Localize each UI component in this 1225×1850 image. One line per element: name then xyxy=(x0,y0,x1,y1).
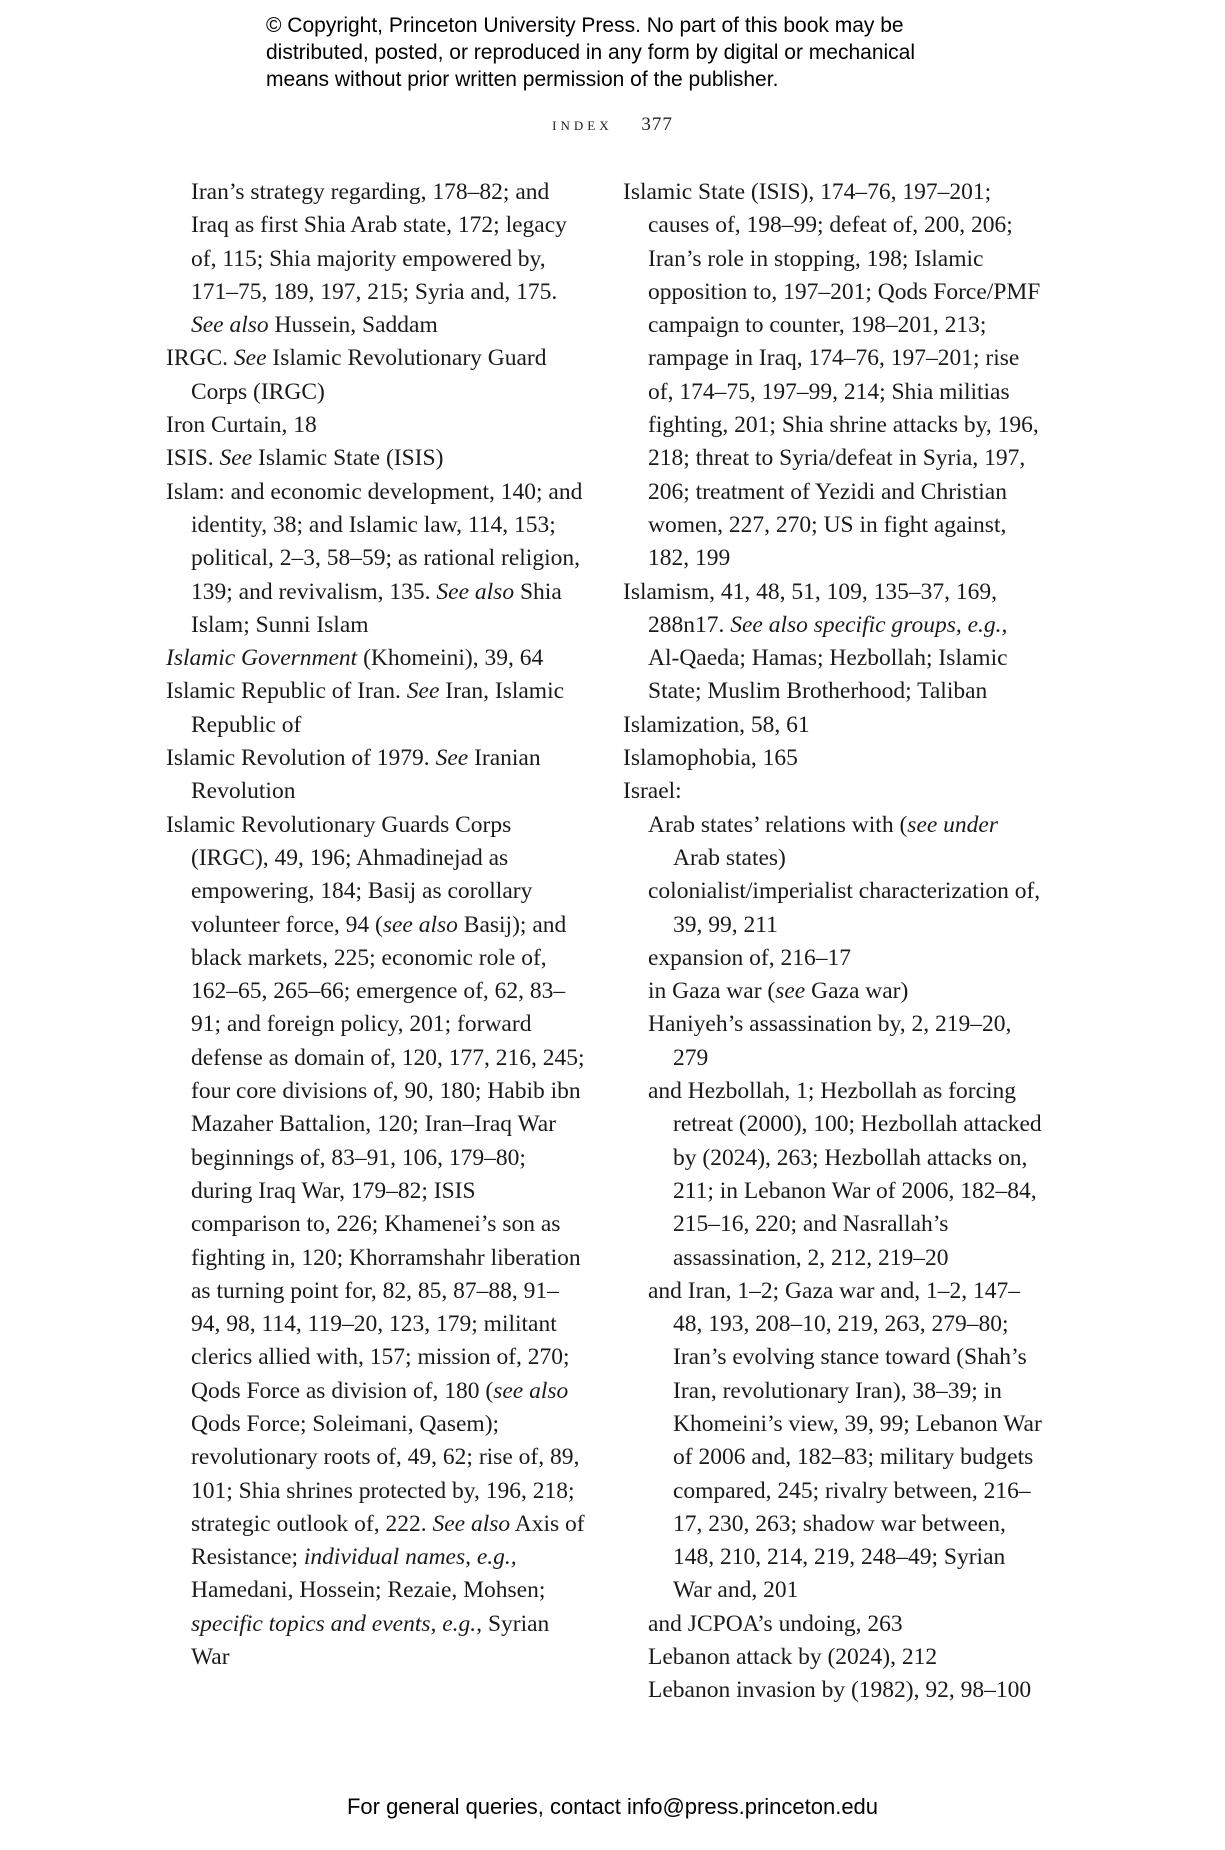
index-entry-text: and Iran, 1–2; Gaza war and, 1–2, 147–48, 193, 208–10, 219, 263, 279–80; Iran’s evolving stance toward (Shah’s Iran, revolutionary Iran), 38–39; in Khomeini’s view, 39, 99; Lebanon War of 2006 and, 182–83; military budgets compared, 245; rivalry between, 216–17, 230, 263; shadow war between, 148, 210, 214, 219, 248–49; Syrian War and, 201 xyxy=(648,1277,1042,1604)
index-entry-text: Iran, Islamic Republic of xyxy=(191,678,565,738)
index-entry-text: Lebanon attack by (2024), 212 xyxy=(648,1644,938,1671)
index-entry-text: Islam: and economic development, 140; and identity, 38; and Islamic law, 114, 153; political, 2–3, 58–59; as rational religion, 139; and revivalism, 135. xyxy=(166,478,583,605)
index-entry-israel-lebanon-invasion xyxy=(623,1674,1043,1707)
index-entry-text: IRGC. xyxy=(166,345,234,372)
index-entry-text: Israel: xyxy=(623,778,682,805)
index-entry-text: and JCPOA’s undoing, 263 xyxy=(648,1610,903,1637)
index-entry-text: Basij); and black markets, 225; economic role of, 162–65, 265–66; emergence of, 62, 83–91; and foreign policy, 201; forward defense as domain of, 120, 177, 216, 245; four core divisions of, 90, 180; Habib ibn Mazaher Battalion, 120; Iran–Iraq War beginnings of, 83–91, 106, 179–80; during Iraq War, 179–82; ISIS comparison to, 226; Khamenei’s son as fighting in, 120; Khorramshahr liberation as turning point for, 82, 85, 87–88, 91–94, 98, 114, 119–20, 123, 179; militant clerics allied with, 157; mission of, 270; Qods Force as division of, 180 ( xyxy=(191,911,585,1404)
index-entry-text: Haniyeh’s assassination by, 2, 219–20, 279 xyxy=(648,1011,1012,1071)
running-head xyxy=(0,114,1225,136)
index-entry-israel xyxy=(623,775,1043,808)
index-entry-text: Islamization, 58, 61 xyxy=(623,711,810,738)
page-number: 377 xyxy=(641,114,673,135)
index-entry-text: see xyxy=(775,978,806,1005)
index-entry-text: See also xyxy=(436,578,515,605)
index-entry-text: Islamic Revolutionary Guards Corps (IRGC), 49, 196; Ahmadinejad as empowering, 184; Basij as corollary volunteer force, 94 ( xyxy=(166,811,533,938)
index-entry-text: Hussein, Saddam xyxy=(268,312,438,339)
index-entry-text: Iran’s strategy regarding, 178–82; and Iraq as first Shia Arab state, 172; legacy of, 115; Shia majority empowered by, 171–75, 189, 197, 215; Syria and, 175. xyxy=(191,179,567,305)
index-entry-text: Al-Qaeda; Hamas; Hezbollah; Islamic State; Muslim Brotherhood; Taliban xyxy=(648,645,1008,705)
index-entry-iraq-cont xyxy=(166,176,586,342)
copyright-line: means without prior written permission of the publisher. xyxy=(266,68,779,91)
index-entry-text: Islamic Revolution of 1979. xyxy=(166,745,436,772)
index-entry-text: Axis of Resistance; xyxy=(191,1510,585,1571)
index-entry-irgc xyxy=(166,342,586,409)
index-entry-islamization xyxy=(623,709,1043,742)
index-entry-text: Syrian War xyxy=(191,1610,550,1671)
index-entry-text: individual names, e.g., xyxy=(303,1544,517,1571)
index-entry-text: Islamic Revolutionary Guard Corps (IRGC) xyxy=(191,345,547,405)
index-entry-islamic-revolution xyxy=(166,742,586,809)
index-entry-text: colonialist/imperialist characterization of, 39, 99, 211 xyxy=(648,878,1041,938)
index-entry-israel-hezbollah xyxy=(623,1075,1043,1275)
index-entry-text: Shia Islam; Sunni Islam xyxy=(191,578,562,638)
index-entry-text: (Khomeini), 39, 64 xyxy=(357,645,544,672)
copyright-notice xyxy=(266,12,1026,93)
index-entry-text: See also xyxy=(432,1510,511,1537)
index-entry-text: and Hezbollah, 1; Hezbollah as forcing retreat (2000), 100; Hezbollah attacked by (2024), 263; Hezbollah attacks on, 211; in Lebanon War of 2006, 182–84, 215–16, 220; and Nasrallah’s assassination, 2, 212, 219–20 xyxy=(648,1078,1042,1271)
index-entry-text: Arab states) xyxy=(673,844,786,871)
index-entry-text: See xyxy=(406,678,440,705)
index-entry-israel-colonialist xyxy=(623,875,1043,942)
index-entry-islamism xyxy=(623,576,1043,709)
index-entry-text: See xyxy=(435,745,469,772)
index-entry-text: Islamic State (ISIS) xyxy=(252,445,444,472)
running-head-label: index xyxy=(552,114,613,135)
index-entry-text: Islamic State (ISIS), 174–76, 197–201; causes of, 198–99; defeat of, 200, 206; Iran’s role in stopping, 198; Islamic opposition to, 197–201; Qods Force/PMF campaign to counter, 198–201, 213; rampage in Iraq, 174–76, 197–201; rise of, 174–75, 197–99, 214; Shia militias fighting, 201; Shia shrine attacks by, 196, 218; threat to Syria/defeat in Syria, 197, 206; treatment of Yezidi and Christian women, 227, 270; US in fight against, 182, 199 xyxy=(623,179,1041,572)
index-entry-iron-curtain xyxy=(166,409,586,442)
index-entry-text: See also xyxy=(191,312,269,339)
index-entry-israel-jcpoa xyxy=(623,1608,1043,1641)
index-entry-text: expansion of, 216–17 xyxy=(648,944,851,971)
index-entry-text: see also xyxy=(493,1377,569,1404)
index-entry-israel-haniyeh xyxy=(623,1008,1043,1075)
footer-contact: For general queries, contact info@press.princeton.edu xyxy=(346,1794,879,1819)
index-entry-irgc-main xyxy=(166,809,586,1675)
index-entry-text: Islamic Republic of Iran. xyxy=(166,678,407,705)
index-entry-text: Islamism, 41, 48, 51, 109, 135–37, 169, 288n17. xyxy=(623,578,998,638)
index-entry-text: specific topics and events, e.g., xyxy=(191,1610,483,1637)
index-entry-text: Islamic Government xyxy=(166,645,358,672)
index-entry-text: See also specific groups, e.g., xyxy=(730,611,1008,638)
index-entry-israel-expansion xyxy=(623,942,1043,975)
index-entry-text: Gaza war) xyxy=(805,978,909,1005)
index-entry-text: Iron Curtain, 18 xyxy=(166,412,317,439)
index-entry-text: Iranian Revolution xyxy=(191,745,541,805)
copyright-line: distributed, posted, or reproduced in any form by digital or mechanical xyxy=(266,41,916,64)
index-entry-text: in Gaza war ( xyxy=(648,978,776,1005)
index-entry-text: see under xyxy=(907,811,999,838)
index-entry-text: Lebanon invasion by (1982), 92, 98–100 xyxy=(648,1677,1032,1704)
index-entry-text: ISIS. xyxy=(166,445,220,472)
index-entry-islamic-state xyxy=(623,176,1043,576)
index-entry-text: See xyxy=(233,345,267,372)
index-entry-islamic-republic xyxy=(166,675,586,742)
index-entry-isis xyxy=(166,442,586,475)
index-entry-text: Islamophobia, 165 xyxy=(623,745,798,772)
index-entry-text: Qods Force; Soleimani, Qasem); revolutionary roots of, 49, 62; rise of, 89, 101; Shia shrines protected by, 196, 218; strategic outlook of, 222. xyxy=(191,1410,580,1537)
index-entry-israel-iran xyxy=(623,1275,1043,1608)
index-column-right xyxy=(623,176,1043,1708)
copyright-line: © Copyright, Princeton University Press. No part of this book may be xyxy=(266,14,904,37)
index-entry-text: see also xyxy=(382,911,458,938)
index-entry-israel-lebanon-attack xyxy=(623,1641,1043,1674)
index-entry-islamic-government xyxy=(166,642,586,675)
index-entry-israel-gaza xyxy=(623,975,1043,1008)
index-entry-text: Hamedani, Hossein; Rezaie, Mohsen; xyxy=(191,1577,546,1604)
index-entry-israel-arab-states xyxy=(623,809,1043,876)
index-entry-text: See xyxy=(219,445,253,472)
index-column-left xyxy=(166,176,586,1674)
index-entry-islamophobia xyxy=(623,742,1043,775)
index-entry-islam xyxy=(166,476,586,642)
index-entry-text: Arab states’ relations with ( xyxy=(648,811,908,838)
